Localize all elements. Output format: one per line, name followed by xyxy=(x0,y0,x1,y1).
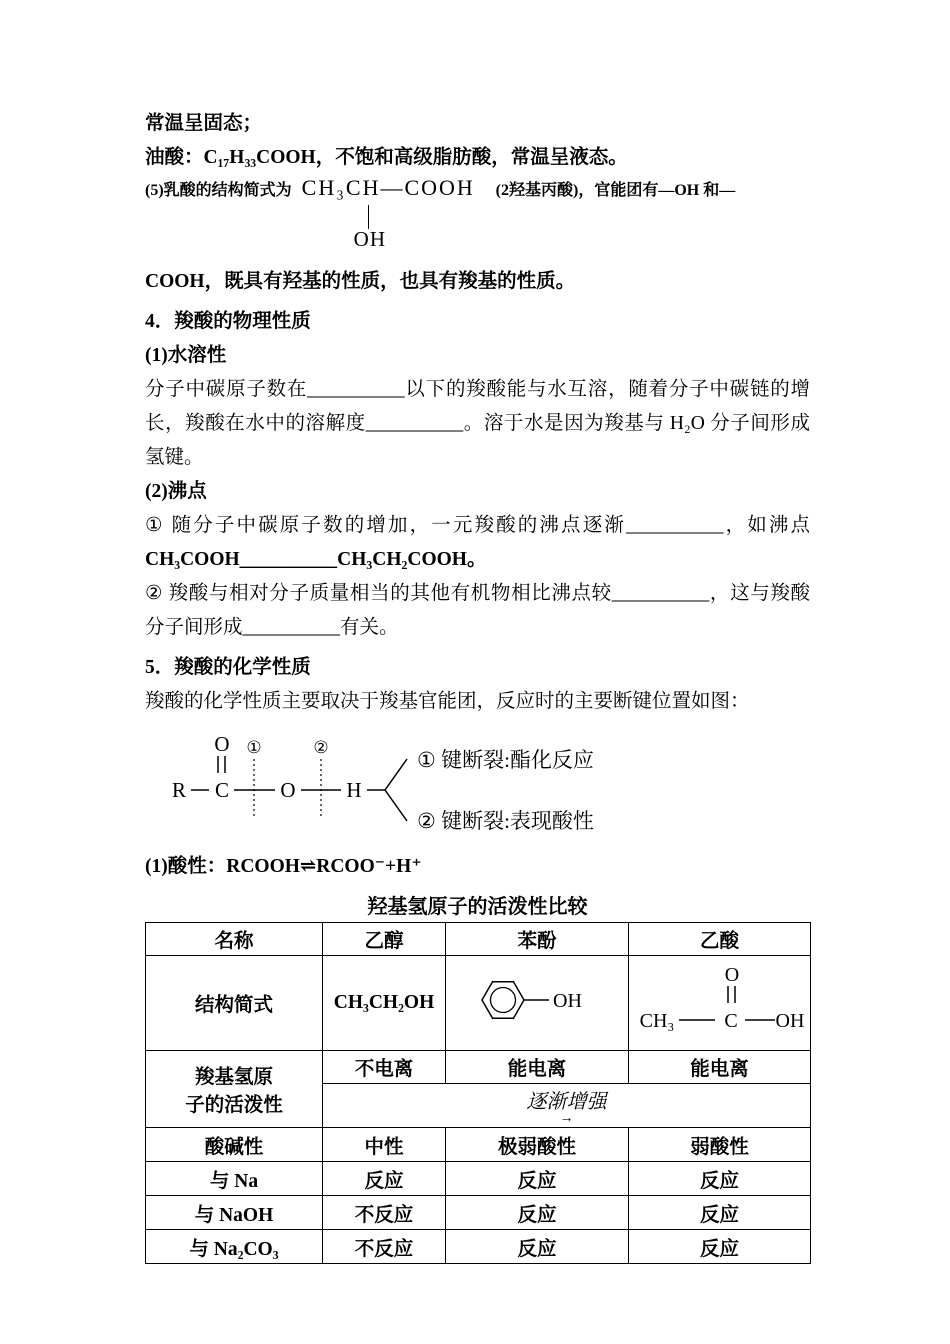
acidity-equation: (1)酸性：RCOOH⇌RCOO⁻+H⁺ xyxy=(145,856,422,877)
lactic-suffix: (2羟基丙酸)，官能团有—OH 和— xyxy=(495,182,736,199)
col-header-phenol: 苯酚 xyxy=(446,923,629,956)
table-row xyxy=(146,1196,811,1230)
table-header-row xyxy=(146,923,811,956)
paragraph-solid-state: 常温呈固态； xyxy=(145,113,263,134)
row-cell: 反应 xyxy=(629,1196,811,1230)
acidity-comparison-table xyxy=(145,922,811,1264)
circled-1: ① xyxy=(246,738,262,757)
acetic-o-top: O xyxy=(724,964,739,986)
table-title: 羟基氢原子的活泼性比较 xyxy=(367,896,588,918)
atom-h: H xyxy=(346,778,362,802)
circled-2: ② xyxy=(313,738,329,757)
activity-ethanol: 不电离 xyxy=(323,1051,446,1084)
col-header-acetic: 乙酸 xyxy=(629,923,811,956)
bp1-text: ① 随分子中碳原子数的增加，一元羧酸的沸点逐渐__________，如沸点 xyxy=(145,515,810,536)
row-cell: 不反应 xyxy=(323,1230,446,1264)
structure-label: 结构简式 xyxy=(146,956,323,1051)
row-label: 与 Na xyxy=(146,1162,323,1196)
atom-r: R xyxy=(171,778,187,802)
bond-cleavage-diagram xyxy=(165,725,810,842)
atom-c: C xyxy=(214,778,230,802)
activity-label-line2: 子的活泼性 xyxy=(185,1095,283,1116)
paragraph-cooh-continuation: COOH，既具有羟基的性质，也具有羧基的性质。 xyxy=(145,271,576,292)
acetic-oh: OH xyxy=(775,1010,804,1032)
row-cell: 反应 xyxy=(446,1162,629,1196)
boiling-point-item2: ② 羧酸与相对分子质量相当的其他有机物相比沸点较__________，这与羧酸分子间形成__________有关。 xyxy=(145,583,810,638)
activity-label-line1: 羧基氢原 xyxy=(194,1067,273,1088)
table-row xyxy=(146,1128,811,1162)
row-cell: 反应 xyxy=(629,1162,811,1196)
acetic-c: C xyxy=(723,1010,738,1032)
section-4-title: 4．羧酸的物理性质 xyxy=(145,311,311,332)
chemical-property-intro: 羧酸的化学性质主要取决于羧基官能团，反应时的主要断键位置如图： xyxy=(145,691,750,712)
bp1-formulas: CH₃COOH__________CH₃CH₂COOH。 xyxy=(145,549,487,570)
note-esterification: ① 键断裂:酯化反应 xyxy=(417,748,594,772)
brace xyxy=(385,759,407,821)
acetic-structure-svg xyxy=(635,961,805,1039)
lactic-prefix: (5)乳酸的结构简式为 xyxy=(145,182,292,199)
note-acidity: ② 键断裂:表现酸性 xyxy=(417,809,594,833)
structure-row xyxy=(146,956,811,1051)
phenol-structure-svg xyxy=(477,972,597,1028)
phenol-structure-cell xyxy=(446,956,629,1051)
row-cell: 弱酸性 xyxy=(629,1128,811,1162)
row-cell: 反应 xyxy=(446,1196,629,1230)
vertical-bond xyxy=(368,205,369,229)
paragraph-oleic-acid: 油酸：C₁₇H₃₃COOH，不饱和高级脂肪酸，常温呈液态。 xyxy=(145,147,628,168)
trend-arrow-icon: → xyxy=(559,1110,574,1126)
table-row xyxy=(146,1162,811,1196)
activity-label xyxy=(146,1051,323,1128)
row-cell: 反应 xyxy=(323,1162,446,1196)
col-header-ethanol: 乙醇 xyxy=(323,923,446,956)
bond-cleavage-svg xyxy=(165,725,635,837)
col-header-name: 名称 xyxy=(146,923,323,956)
trend-cell xyxy=(323,1084,811,1128)
row-cell: 反应 xyxy=(629,1230,811,1264)
trend-text: 逐渐增强 xyxy=(526,1090,607,1113)
activity-row xyxy=(146,1051,811,1084)
lactic-structural-formula xyxy=(292,175,496,251)
row-label: 与 NaOH xyxy=(146,1196,323,1230)
water-solubility-text: 分子中碳原子数在__________以下的羧酸能与水互溶，随着分子中碳链的增长，羧酸在水中的溶解度__________。溶于水是因为羧基与 H₂O 分子间形成氢键。 xyxy=(145,379,810,468)
benzene-circle xyxy=(491,988,516,1013)
table-row xyxy=(146,1230,811,1264)
ethanol-formula: CH₃CH₂OH xyxy=(323,956,446,1051)
row-cell: 不反应 xyxy=(323,1196,446,1230)
row-cell: 极弱酸性 xyxy=(446,1128,629,1162)
boiling-point-item1 xyxy=(145,509,810,577)
formula-main: CH₃CH—COOH xyxy=(301,175,475,200)
row-label: 酸碱性 xyxy=(146,1128,323,1162)
activity-acetic: 能电离 xyxy=(629,1051,811,1084)
formula-oh-group: OH xyxy=(353,227,387,251)
water-solubility-title: (1)水溶性 xyxy=(145,345,227,366)
acetic-ch3: CH₃ xyxy=(639,1010,674,1032)
boiling-point-title: (2)沸点 xyxy=(145,481,207,502)
lactic-acid-line xyxy=(145,175,810,251)
row-label: 与 Na₂CO₃ xyxy=(146,1230,323,1264)
row-cell: 反应 xyxy=(446,1230,629,1264)
row-cell: 中性 xyxy=(323,1128,446,1162)
acetic-structure-cell xyxy=(629,956,811,1051)
section-5-title: 5．羧酸的化学性质 xyxy=(145,657,311,678)
atom-o: O xyxy=(280,778,296,802)
atom-o-top: O xyxy=(214,732,230,756)
activity-phenol: 能电离 xyxy=(446,1051,629,1084)
phenol-oh: OH xyxy=(553,990,582,1012)
